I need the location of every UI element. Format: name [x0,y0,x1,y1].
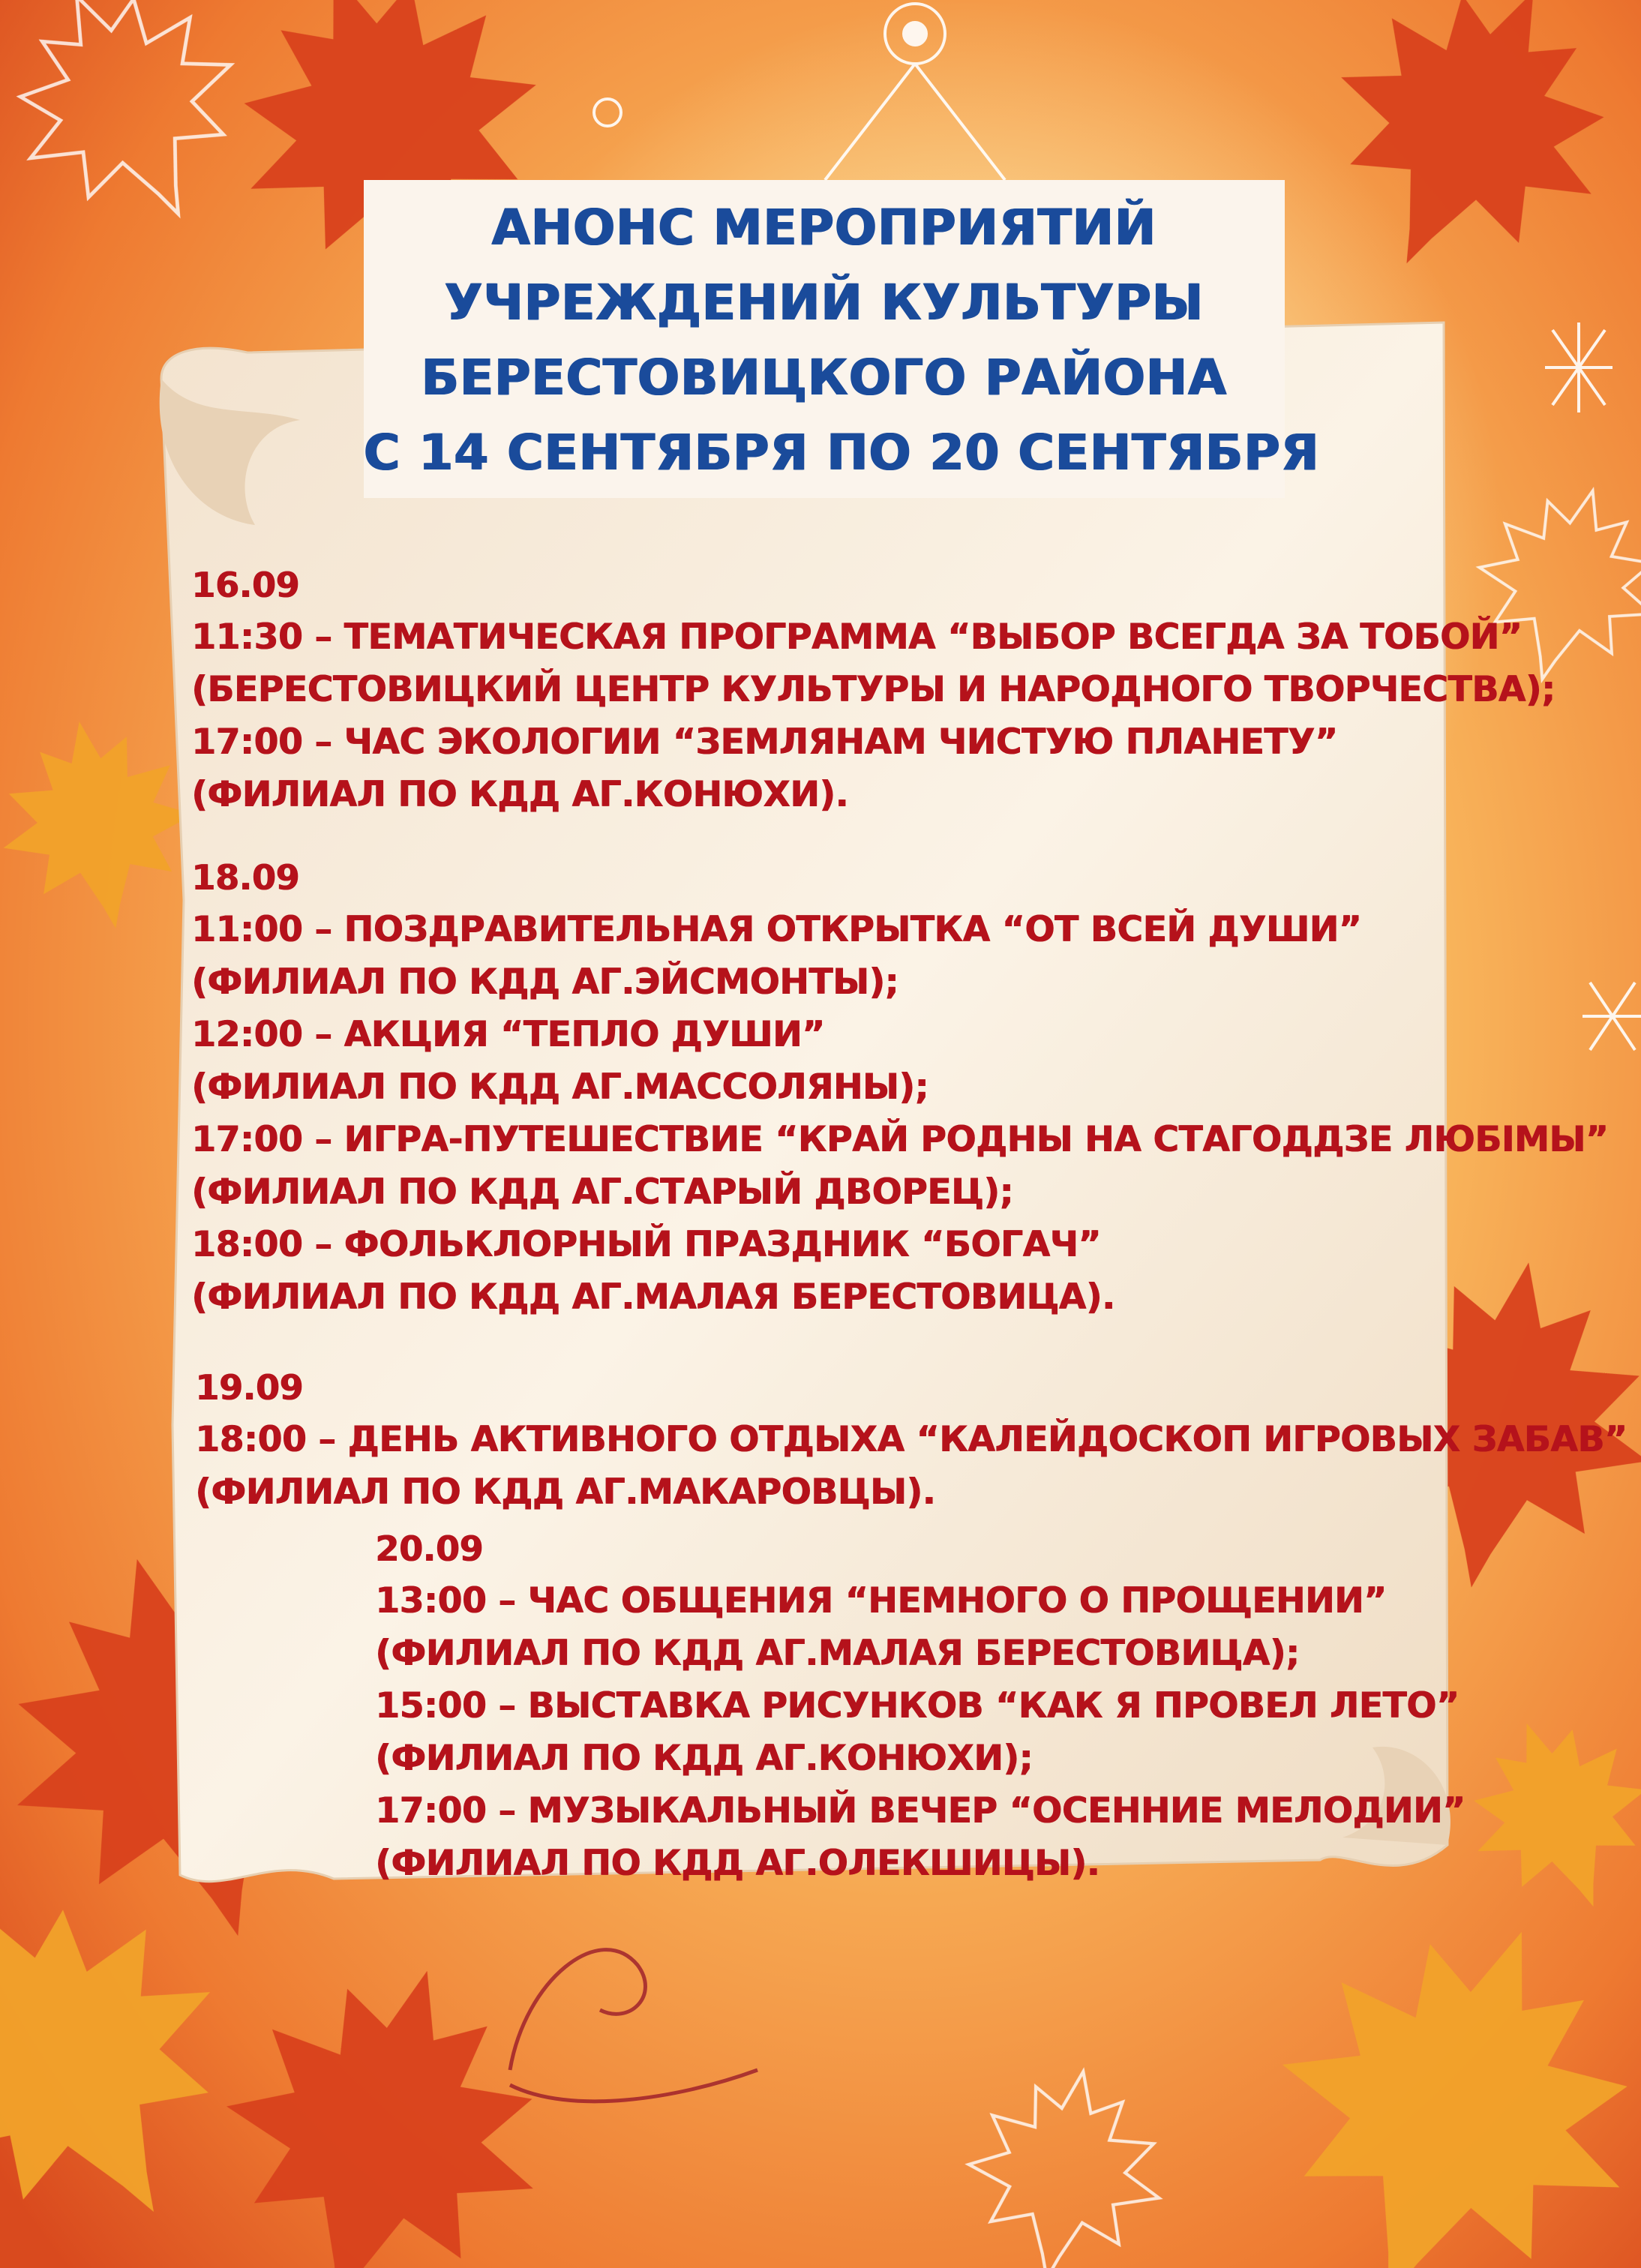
event-line: 12:00 – АКЦИЯ “ТЕПЛО ДУШИ” [191,1014,825,1055]
event-venue: (БЕРЕСТОВИЦКИЙ ЦЕНТР КУЛЬТУРЫ И НАРОДНОГО ТВОРЧЕСТВА); [191,669,1556,710]
title-line: БЕРЕСТОВИЦКОГО РАЙОНА [421,349,1228,406]
day-block-19-09 [195,1361,1627,1519]
announcement-title [364,180,1320,498]
event-line: 17:00 – ИГРА-ПУТЕШЕСТВИЕ “КРАЙ РОДНЫ НА СТАГОДДЗЕ ЛЮБІМЫ” [191,1119,1609,1160]
event-venue: (ФИЛИАЛ ПО КДД АГ.МАЛАЯ БЕРЕСТОВИЦА). [191,1276,1115,1318]
event-venue: (ФИЛИАЛ ПО КДД АГ.КОНЮХИ); [375,1738,1033,1779]
day-block-16-09 [191,559,1555,821]
event-venue: (ФИЛИАЛ ПО КДД АГ.МАССОЛЯНЫ); [191,1066,928,1108]
event-date: 20.09 [375,1528,484,1569]
event-line: 17:00 – ЧАС ЭКОЛОГИИ “ЗЕМЛЯНАМ ЧИСТУЮ ПЛАНЕТУ” [191,722,1338,763]
title-line: АНОНС МЕРОПРИЯТИЙ [491,199,1157,256]
event-line: 11:00 – ПОЗДРАВИТЕЛЬНАЯ ОТКРЫТКА “ОТ ВСЕЙ ДУШИ” [191,909,1362,950]
event-date: 16.09 [191,565,300,605]
event-line: 15:00 – ВЫСТАВКА РИСУНКОВ “КАК Я ПРОВЕЛ ЛЕТО” [375,1685,1460,1726]
title-line: С 14 СЕНТЯБРЯ ПО 20 СЕНТЯБРЯ [364,424,1320,482]
event-venue: (ФИЛИАЛ ПО КДД АГ.ЭЙСМОНТЫ); [191,962,898,1003]
event-venue: (ФИЛИАЛ ПО КДД АГ.СТАРЫЙ ДВОРЕЦ); [191,1172,1013,1213]
event-line: 11:30 – ТЕМАТИЧЕСКАЯ ПРОГРАММА “ВЫБОР ВСЕГДА ЗА ТОБОЙ” [191,616,1522,658]
day-block-18-09 [191,851,1608,1324]
event-date: 18.09 [191,857,300,898]
event-venue: (ФИЛИАЛ ПО КДД АГ.ОЛЕКШИЦЫ). [375,1843,1100,1884]
event-line: 13:00 – ЧАС ОБЩЕНИЯ “НЕМНОГО О ПРОЩЕНИИ” [375,1580,1387,1622]
event-line: 18:00 – ДЕНЬ АКТИВНОГО ОТДЫХА “КАЛЕЙДОСКОП ИГРОВЫХ ЗАБАВ” [195,1419,1628,1460]
event-venue: (ФИЛИАЛ ПО КДД АГ.МАКАРОВЦЫ). [195,1472,935,1513]
event-line: 17:00 – МУЗЫКАЛЬНЫЙ ВЕЧЕР “ОСЕННИЕ МЕЛОДИИ” [375,1790,1466,1832]
title-line: УЧРЕЖДЕНИЙ КУЛЬТУРЫ [444,274,1204,332]
event-venue: (ФИЛИАЛ ПО КДД АГ.МАЛАЯ БЕРЕСТОВИЦА); [375,1633,1300,1674]
event-venue: (ФИЛИАЛ ПО КДД АГ.КОНЮХИ). [191,774,848,815]
event-date: 19.09 [195,1367,304,1408]
event-line: 18:00 – ФОЛЬКЛОРНЫЙ ПРАЗДНИК “БОГАЧ” [191,1224,1101,1265]
day-block-20-09 [375,1522,1465,1890]
